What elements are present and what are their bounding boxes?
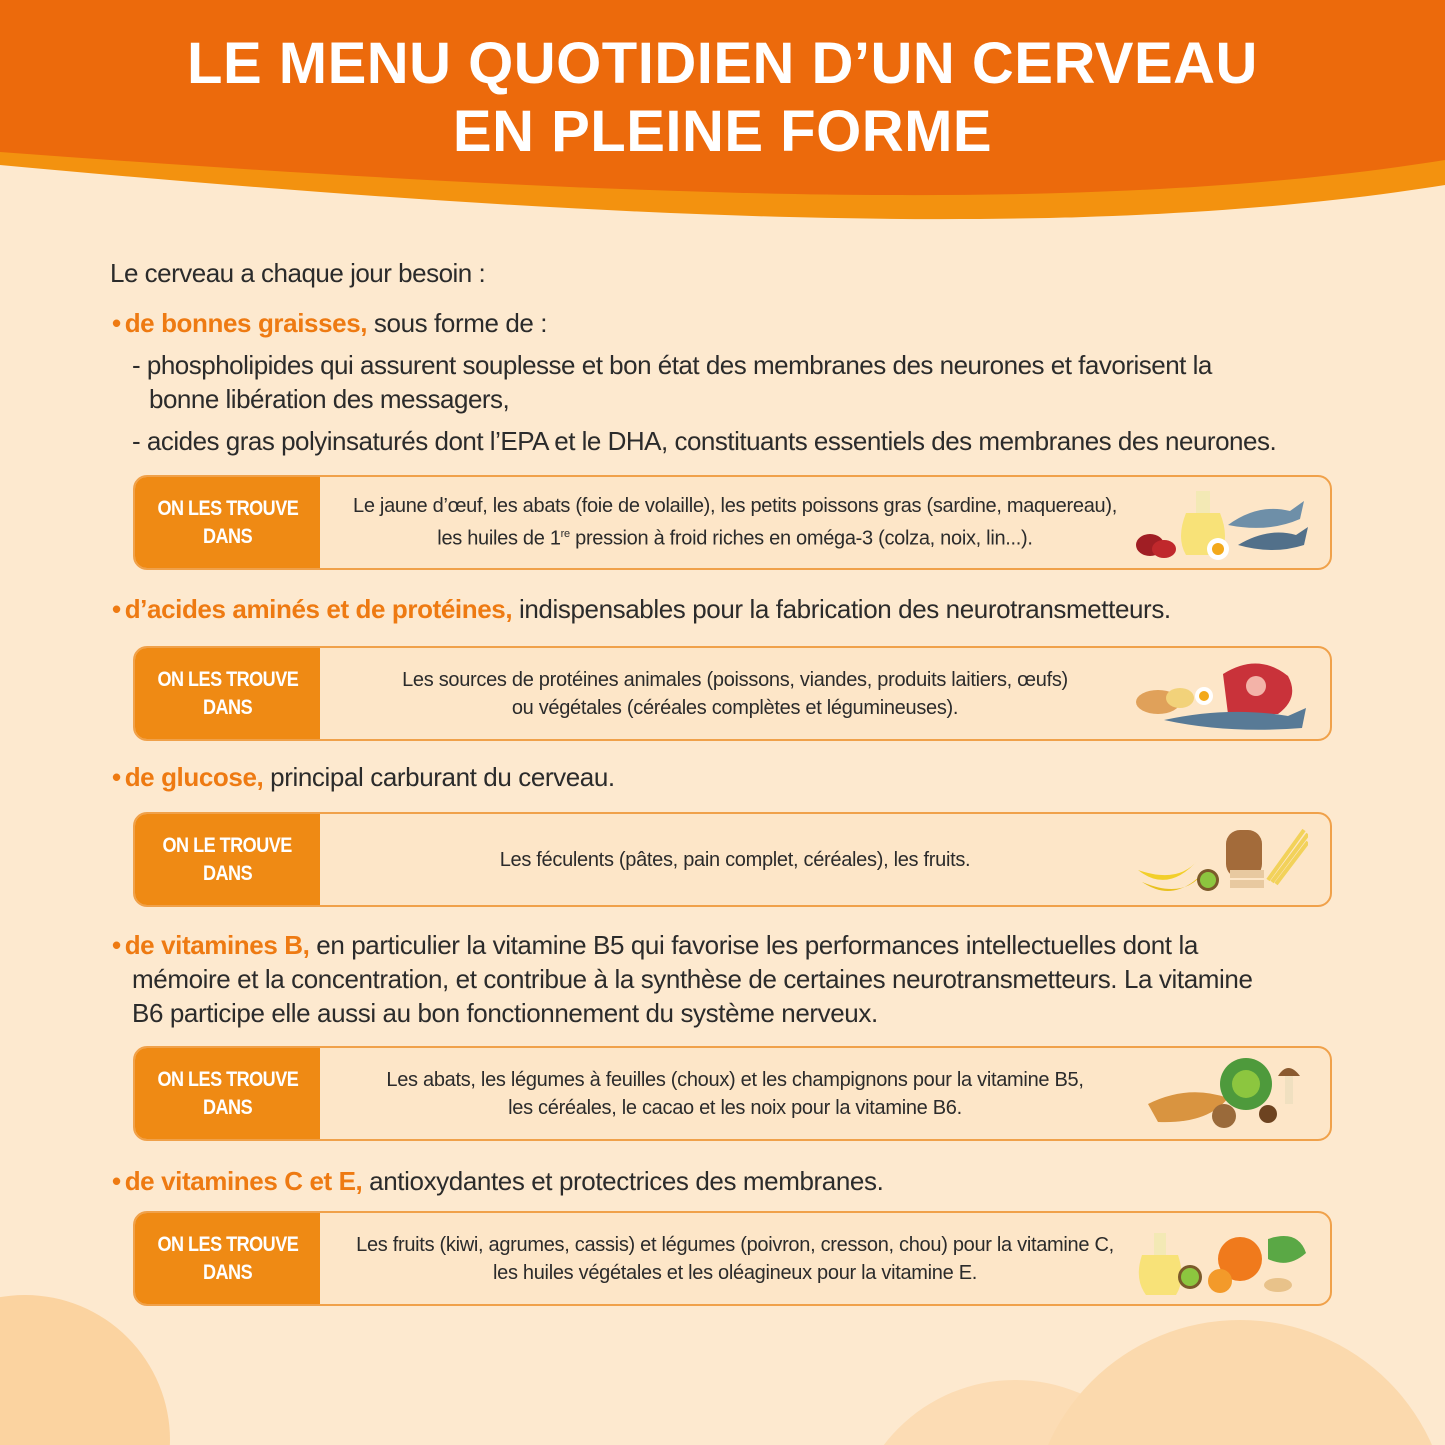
bullet-dot: • xyxy=(112,1166,121,1196)
subitem-phospholipids: - phospholipides qui assurent souplesse et bon état des membranes des neurones et favorisent la bonne libération des messagers, xyxy=(132,350,1212,414)
bullet-dot: • xyxy=(112,308,121,338)
bullet-text: sous forme de : xyxy=(367,308,548,338)
bullet-highlight: de vitamines B, xyxy=(124,930,310,960)
bullet-highlight: de vitamines C et E, xyxy=(124,1166,363,1196)
bullet-dot: • xyxy=(112,930,121,960)
glucose-food-illustration xyxy=(1128,820,1308,900)
vitamin-ce-food-illustration xyxy=(1128,1219,1308,1299)
bullet-dot: • xyxy=(112,594,121,624)
source-tag: ON LES TROUVE DANS xyxy=(135,477,320,568)
title-line-2: EN PLEINE FORME xyxy=(452,99,993,164)
bullet-proteins xyxy=(112,592,1332,626)
bullet-text: antioxydantes et protectrices des membranes. xyxy=(362,1166,884,1196)
header-banner xyxy=(0,0,1445,230)
bullet-vitamin-b: • de vitamines B, en particulier la vitamine B5 qui favorise les performances intellectuelles dont la mémoire et la concentration, et contribue à la synthèse de certaines neurotransmetteurs. La vitamine B6 participe elle aussi au bon fonctionnement du système nerveux. xyxy=(112,930,1253,1028)
bullet-text: en particulier la vitamine B5 qui favorise les performances intellectuelles dont la xyxy=(309,930,1198,960)
source-text: Les fruits (kiwi, agrumes, cassis) et légumes (poivron, cresson, chou) pour la vitamine C, les huiles végétales et les oléagineux pour la vitamine E. xyxy=(356,1233,1114,1284)
bullet-glucose xyxy=(112,760,1332,794)
source-box-vitamin-ce xyxy=(133,1211,1332,1306)
bullet-highlight: de glucose, xyxy=(124,762,264,792)
source-tag: ON LE TROUVE DANS xyxy=(135,814,320,905)
source-box-fats xyxy=(133,475,1332,570)
bullet-vitamin-ce xyxy=(112,1164,1332,1198)
bullet-text: principal carburant du cerveau. xyxy=(263,762,615,792)
source-box-proteins xyxy=(133,646,1332,741)
bullet-text: indispensables pour la fabrication des neurotransmetteurs. xyxy=(512,594,1171,624)
decorative-circle-right xyxy=(1030,1320,1445,1445)
source-tag: ON LES TROUVE DANS xyxy=(135,1213,320,1304)
decorative-circle-left xyxy=(0,1295,170,1445)
page-title xyxy=(0,30,1445,166)
title-line-1: LE MENU QUOTIDIEN D’UN CERVEAU xyxy=(187,31,1258,96)
source-text: Le jaune d’œuf, les abats (foie de volaille), les petits poissons gras (sardine, maquereau), les huiles de 1re pression à froid riches en oméga-3 (colza, noix, lin...). xyxy=(353,495,1117,550)
intro-text: Le cerveau a chaque jour besoin : xyxy=(110,258,486,288)
source-box-vitamin-b xyxy=(133,1046,1332,1141)
vitamin-b-food-illustration xyxy=(1128,1054,1308,1134)
source-box-glucose xyxy=(133,812,1332,907)
protein-food-illustration xyxy=(1128,654,1308,734)
source-tag: ON LES TROUVE DANS xyxy=(135,1048,320,1139)
source-text: Les sources de protéines animales (poissons, viandes, produits laitiers, œufs) ou végétales (céréales complètes et légumineuses). xyxy=(402,668,1068,719)
source-text: Les féculents (pâtes, pain complet, céréales), les fruits. xyxy=(499,848,971,871)
bullet-highlight: de bonnes graisses, xyxy=(124,308,368,338)
source-tag: ON LES TROUVE DANS xyxy=(135,648,320,739)
source-text: Les abats, les légumes à feuilles (choux) et les champignons pour la vitamine B5, les céréales, le cacao et les noix pour la vitamine B6. xyxy=(386,1068,1084,1119)
bullet-fats xyxy=(112,306,1332,340)
subitem-fatty-acids: - acides gras polyinsaturés dont l’EPA et le DHA, constituants essentiels des membranes des neurones. xyxy=(132,426,1277,456)
bullet-dot: • xyxy=(112,762,121,792)
fats-food-illustration xyxy=(1128,483,1308,563)
bullet-highlight: d’acides aminés et de protéines, xyxy=(124,594,513,624)
